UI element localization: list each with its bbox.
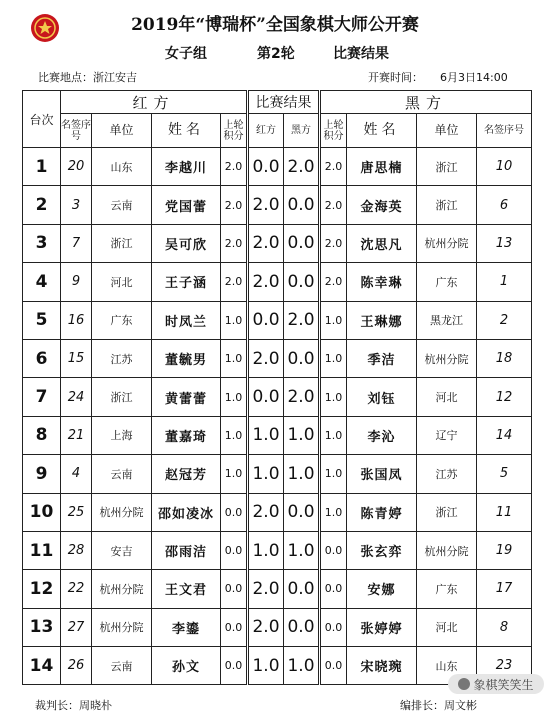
black-points: 2.0	[320, 186, 347, 224]
red-name: 王文君	[152, 570, 221, 608]
black-name: 李沁	[347, 416, 417, 454]
watermark	[448, 674, 544, 694]
board-number: 5	[23, 301, 61, 339]
pairing-table	[22, 90, 532, 685]
red-score: 2.0	[248, 263, 284, 301]
black-points: 1.0	[320, 301, 347, 339]
red-name: 邵雨洁	[152, 531, 221, 569]
black-name: 宋晓琬	[347, 647, 417, 685]
black-unit: 广东	[417, 570, 477, 608]
col-black-unit: 单位	[417, 114, 477, 148]
black-points: 0.0	[320, 608, 347, 646]
red-name: 孙文	[152, 647, 221, 685]
black-score: 1.0	[284, 647, 320, 685]
board-number: 6	[23, 339, 61, 377]
black-points: 1.0	[320, 493, 347, 531]
red-score: 2.0	[248, 608, 284, 646]
black-seed: 5	[477, 455, 532, 493]
red-points: 0.0	[221, 570, 248, 608]
board-number: 7	[23, 378, 61, 416]
black-unit: 杭州分院	[417, 339, 477, 377]
red-score: 0.0	[248, 301, 284, 339]
red-name: 李越川	[152, 148, 221, 186]
board-number: 10	[23, 493, 61, 531]
watermark-text: 象棋笑笑生	[473, 677, 534, 692]
red-unit: 云南	[92, 186, 152, 224]
red-unit: 浙江	[92, 378, 152, 416]
black-name: 王琳娜	[347, 301, 417, 339]
table-row	[23, 570, 532, 608]
board-number: 8	[23, 416, 61, 454]
red-points: 1.0	[221, 301, 248, 339]
red-score: 2.0	[248, 186, 284, 224]
red-name: 时凤兰	[152, 301, 221, 339]
page-title: 2019年“博瑞杯”全国象棋大师公开赛	[131, 15, 419, 35]
black-points: 2.0	[320, 263, 347, 301]
red-unit: 安吉	[92, 531, 152, 569]
black-unit: 广东	[417, 263, 477, 301]
red-name: 李鎏	[152, 608, 221, 646]
black-name: 金海英	[347, 186, 417, 224]
col-black-score: 黑方	[284, 114, 320, 148]
red-name: 董嘉琦	[152, 416, 221, 454]
black-seed: 12	[477, 378, 532, 416]
result-label: 比赛结果	[333, 46, 389, 62]
red-score: 2.0	[248, 224, 284, 262]
red-seed: 7	[61, 224, 92, 262]
red-score: 1.0	[248, 647, 284, 685]
red-unit: 杭州分院	[92, 608, 152, 646]
red-unit: 云南	[92, 455, 152, 493]
black-seed: 13	[477, 224, 532, 262]
col-red-side: 红方	[61, 91, 248, 114]
black-score: 0.0	[284, 186, 320, 224]
group-label: 女子组	[165, 46, 207, 62]
board-number: 4	[23, 263, 61, 301]
red-name: 党国蕾	[152, 186, 221, 224]
red-name: 王子涵	[152, 263, 221, 301]
board-number: 11	[23, 531, 61, 569]
table-row	[23, 301, 532, 339]
red-seed: 21	[61, 416, 92, 454]
table-row	[23, 148, 532, 186]
black-unit: 河北	[417, 378, 477, 416]
red-seed: 27	[61, 608, 92, 646]
red-score: 2.0	[248, 339, 284, 377]
col-red-points: 上轮积分	[221, 114, 248, 148]
black-score: 1.0	[284, 416, 320, 454]
red-points: 0.0	[221, 647, 248, 685]
table-row	[23, 263, 532, 301]
black-score: 1.0	[284, 531, 320, 569]
black-name: 季洁	[347, 339, 417, 377]
black-name: 沈思凡	[347, 224, 417, 262]
table-row	[23, 531, 532, 569]
red-points: 2.0	[221, 148, 248, 186]
black-seed: 18	[477, 339, 532, 377]
black-unit: 辽宁	[417, 416, 477, 454]
board-number: 2	[23, 186, 61, 224]
col-black-name: 姓名	[347, 114, 417, 148]
black-points: 0.0	[320, 647, 347, 685]
black-name: 陈青婷	[347, 493, 417, 531]
start-time-label: 开赛时间：	[368, 71, 423, 84]
black-unit: 杭州分院	[417, 531, 477, 569]
red-points: 1.0	[221, 455, 248, 493]
red-points: 1.0	[221, 378, 248, 416]
black-score: 0.0	[284, 339, 320, 377]
black-seed: 1	[477, 263, 532, 301]
table-row	[23, 224, 532, 262]
red-seed: 22	[61, 570, 92, 608]
board-number: 9	[23, 455, 61, 493]
black-points: 2.0	[320, 224, 347, 262]
black-unit: 河北	[417, 608, 477, 646]
board-number: 12	[23, 570, 61, 608]
red-score: 1.0	[248, 455, 284, 493]
red-score: 0.0	[248, 148, 284, 186]
black-name: 安娜	[347, 570, 417, 608]
black-points: 0.0	[320, 570, 347, 608]
red-name: 黄蕾蕾	[152, 378, 221, 416]
red-points: 0.0	[221, 493, 248, 531]
red-seed: 26	[61, 647, 92, 685]
col-black-side: 黑方	[320, 91, 532, 114]
red-unit: 江苏	[92, 339, 152, 377]
red-points: 2.0	[221, 186, 248, 224]
red-seed: 28	[61, 531, 92, 569]
col-red-score: 红方	[248, 114, 284, 148]
black-score: 0.0	[284, 263, 320, 301]
red-name: 吴可欣	[152, 224, 221, 262]
black-seed: 19	[477, 531, 532, 569]
black-points: 1.0	[320, 455, 347, 493]
table-row	[23, 186, 532, 224]
black-name: 陈幸琳	[347, 263, 417, 301]
black-points: 1.0	[320, 416, 347, 454]
col-round-no: 台次	[23, 91, 61, 148]
board-number: 1	[23, 148, 61, 186]
black-score: 0.0	[284, 608, 320, 646]
table-row	[23, 416, 532, 454]
start-time-value: 6月3日14:00	[440, 71, 508, 84]
black-seed: 10	[477, 148, 532, 186]
black-name: 张玄弈	[347, 531, 417, 569]
black-seed: 14	[477, 416, 532, 454]
black-seed: 6	[477, 186, 532, 224]
table-row	[23, 608, 532, 646]
black-points: 2.0	[320, 148, 347, 186]
black-unit: 山东	[417, 647, 477, 685]
red-points: 2.0	[221, 224, 248, 262]
table-row	[23, 493, 532, 531]
red-points: 0.0	[221, 608, 248, 646]
black-seed: 8	[477, 608, 532, 646]
black-name: 张婷婷	[347, 608, 417, 646]
black-score: 2.0	[284, 378, 320, 416]
red-unit: 浙江	[92, 224, 152, 262]
black-points: 0.0	[320, 531, 347, 569]
black-unit: 浙江	[417, 186, 477, 224]
black-seed: 11	[477, 493, 532, 531]
red-points: 0.0	[221, 531, 248, 569]
red-unit: 上海	[92, 416, 152, 454]
black-seed: 2	[477, 301, 532, 339]
red-unit: 杭州分院	[92, 570, 152, 608]
red-score: 2.0	[248, 493, 284, 531]
black-score: 2.0	[284, 301, 320, 339]
red-points: 1.0	[221, 339, 248, 377]
black-score: 2.0	[284, 148, 320, 186]
red-seed: 24	[61, 378, 92, 416]
red-seed: 9	[61, 263, 92, 301]
venue: 比赛地点：浙江安吉	[38, 71, 137, 84]
red-seed: 3	[61, 186, 92, 224]
black-score: 0.0	[284, 493, 320, 531]
col-red-name: 姓名	[152, 114, 221, 148]
black-points: 1.0	[320, 339, 347, 377]
black-score: 0.0	[284, 570, 320, 608]
black-seed: 17	[477, 570, 532, 608]
black-score: 0.0	[284, 224, 320, 262]
col-black-points: 上轮积分	[320, 114, 347, 148]
col-black-seed: 名签序号	[477, 114, 532, 148]
table-row	[23, 339, 532, 377]
col-red-unit: 单位	[92, 114, 152, 148]
black-unit: 杭州分院	[417, 224, 477, 262]
black-name: 唐思楠	[347, 148, 417, 186]
wechat-icon	[458, 678, 470, 690]
board-number: 14	[23, 647, 61, 685]
black-name: 刘钰	[347, 378, 417, 416]
red-score: 1.0	[248, 416, 284, 454]
red-seed: 15	[61, 339, 92, 377]
red-score: 2.0	[248, 570, 284, 608]
referee: 裁判长：周晓朴	[35, 699, 112, 712]
red-points: 1.0	[221, 416, 248, 454]
red-name: 赵冠芳	[152, 455, 221, 493]
black-unit: 黑龙江	[417, 301, 477, 339]
red-unit: 杭州分院	[92, 493, 152, 531]
round-label: 第2轮	[257, 46, 295, 62]
red-unit: 河北	[92, 263, 152, 301]
table-row	[23, 378, 532, 416]
red-score: 0.0	[248, 378, 284, 416]
black-unit: 江苏	[417, 455, 477, 493]
red-seed: 4	[61, 455, 92, 493]
red-points: 2.0	[221, 263, 248, 301]
black-name: 张国凤	[347, 455, 417, 493]
black-unit: 浙江	[417, 148, 477, 186]
red-seed: 16	[61, 301, 92, 339]
red-unit: 广东	[92, 301, 152, 339]
red-name: 邵如凌冰	[152, 493, 221, 531]
red-unit: 云南	[92, 647, 152, 685]
red-name: 董毓男	[152, 339, 221, 377]
red-seed: 25	[61, 493, 92, 531]
black-unit: 浙江	[417, 493, 477, 531]
red-seed: 20	[61, 148, 92, 186]
col-result: 比赛结果	[248, 91, 320, 114]
red-unit: 山东	[92, 148, 152, 186]
black-points: 1.0	[320, 378, 347, 416]
black-seed: 23	[477, 647, 532, 685]
table-row	[23, 455, 532, 493]
black-score: 1.0	[284, 455, 320, 493]
col-red-seed: 名签序号	[61, 114, 92, 148]
board-number: 13	[23, 608, 61, 646]
arranger: 编排长：周文彬	[400, 699, 477, 712]
red-score: 1.0	[248, 531, 284, 569]
board-number: 3	[23, 224, 61, 262]
